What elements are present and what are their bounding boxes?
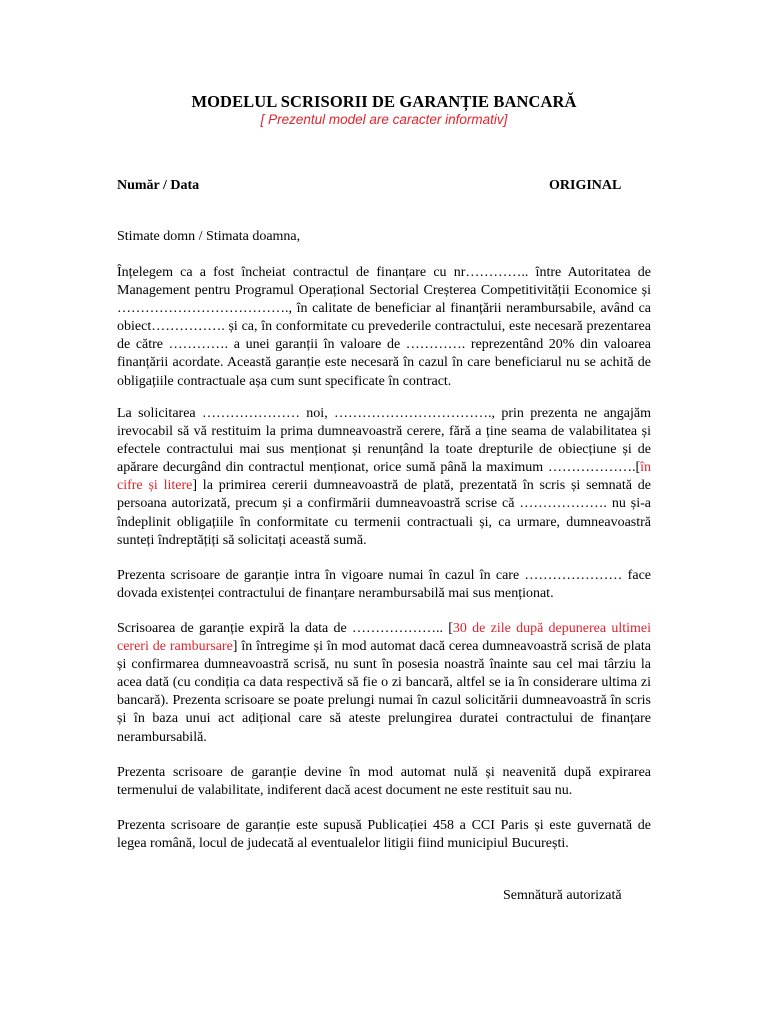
paragraph-validity: Prezenta scrisoare de garanție intra în vigoare numai în cazul în care ………………… face dovada existenței contractului de finanțare nerambursabilă mai sus menționat. [117,568,651,602]
paragraph-nullity: Prezenta scrisoare de garanție devine în mod automat nulă și neavenită după expirarea termenului de valabilitate, indiferent dacă acest document ne este restituit sau nu. [117,765,651,799]
document-title: MODELUL SCRISORII DE GARANȚIE BANCARĂ [191,92,577,111]
paragraph-expiry [117,620,651,747]
document-subtitle: [ Prezentul model are caracter informativ] [260,112,508,127]
commitment-text-a: La solicitarea ………………… noi, ……………………………., prin prezenta ne angajăm irevocabil să vă restituim la prima dumneavoastră cerere, fără a ține seama de valabilitatea și efectele contractului mai sus menționat și renunțând la toate drepturile de obiecțiune și de apărare decurgând din contractul menționat, orice sumă până la maximum ……………….[ [117,406,651,476]
paragraph-jurisdiction: Prezenta scrisoare de garanție este supusă Publicației 458 a CCI Paris și este guvernată de legea română, locul de judecată al eventualelor litigii fiind municipiul București. [117,818,651,852]
paragraph-commitment [117,405,651,550]
paragraph-contract: Înțelegem ca a fost încheiat contractul de finanțare cu nr………….. între Autoritatea de Management pentru Programul Operațional Sectorial Creșterea Competitivității Economice și ………………………………., în calitate de beneficiar al finanțării nerambursabile, având ca obiect……………. și ca, în conformitate cu prevederile contractului, este necesară prezentarea de către …………. a unei garanții în valoare de …………. reprezentând 20% din valoarea finanțării acordate. Această garanție este necesară în cazul în care beneficiarul nu se achită de obligațiile contractuale așa cum sunt specificate în contract. [117,265,651,389]
expiry-text-b: ] în întregime și în mod automat dacă cerea dumneavoastră scrisă de plata și confirmarea dumneavoastră scrisă, nu sunt în posesia noastră înainte sau cel mai târziu la acea dată (cu condiția ca data respectivă să fie o zi bancară, altfel se ia în considerare ultima zi bancară). Prezenta scrisoare se poate prelungi numai în cazul solicitării dumneavoastră în scris și în baza unui act adițional care să ateste prelungirea duratei contractului de finanțare nerambursabilă. [117,639,651,745]
commitment-text-b: ] la primirea cererii dumneavoastră de plată, prezentată în scris și semnată de persoana autorizată, precum și a confirmării dumneavoastră scrise că ………………. nu și-a îndeplinit obligațiile în conformitate cu termenii contractuali și, ca urmare, dumneavoastră sunteți îndreptățiți să solicitați această sumă. [117,478,651,548]
number-date-label: Număr / Data [117,178,200,193]
salutation: Stimate domn / Stimata doamna, [117,229,301,244]
expiry-date-note: 30 de zile după depunerea ultimei cereri de rambursare [117,621,651,655]
original-label: ORIGINAL [549,178,622,193]
expiry-text-a: Scrisoarea de garanție expiră la data de ……………….. [ [117,621,453,636]
authorized-signature-label: Semnătură autorizată [503,888,622,903]
amount-placeholder-note: în cifre și litere [117,460,651,494]
